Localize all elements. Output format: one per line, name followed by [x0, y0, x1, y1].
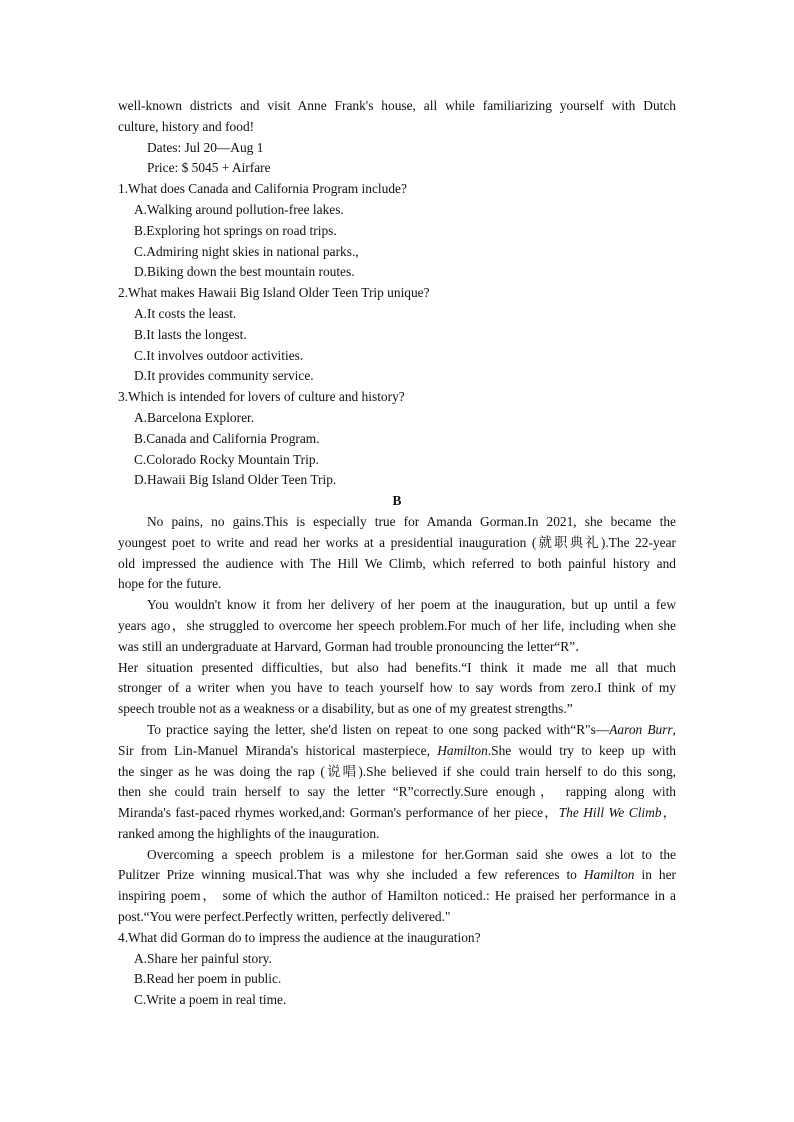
paragraph-line: then she could train herself to say the letter “R”correctly.Sure enough， rapping along with [118, 784, 676, 800]
passage-a-line: culture, history and food! [118, 118, 255, 134]
paragraph-line: stronger of a writer when you have to teach yourself how to say words from zero.I think of my [118, 680, 676, 696]
paragraph-line: hope for the future. [118, 576, 222, 592]
paragraph-line [118, 803, 676, 824]
question-stem: 2.What makes Hawaii Big Island Older Teen Trip unique? [118, 285, 430, 301]
paragraph-line: Overcoming a speech problem is a milestone for her.Gorman said she owes a lot to the [147, 846, 676, 862]
paragraph-line: speech trouble not as a weakness or a disability, but as one of my greatest strengths.” [118, 701, 573, 717]
question-option: A.It costs the least. [134, 305, 237, 321]
question-stem: 4.What did Gorman do to impress the audience at the inauguration? [118, 929, 481, 945]
question-stem: 3.Which is intended for lovers of culture and history? [118, 389, 405, 405]
question-option: D.It provides community service. [134, 368, 314, 384]
question-option: D.Biking down the best mountain routes. [134, 264, 355, 280]
text-run: To practice saying the letter, she'd listen on repeat to one song packed with“R"s— [147, 721, 610, 737]
question-option: C.Colorado Rocky Mountain Trip. [134, 451, 319, 467]
paragraph-line: You wouldn't know it from her delivery of her poem at the inauguration, but up until a few [147, 597, 676, 613]
passage-a-line: well-known districts and visit Anne Frank's house, all while familiarizing yourself with Dutch [118, 98, 676, 113]
question-option: B.Canada and California Program. [134, 430, 320, 446]
question-option: B.It lasts the longest. [134, 326, 247, 342]
question-option: C.Write a poem in real time. [134, 992, 287, 1008]
paragraph-line [118, 720, 676, 741]
question-option: C.Admiring night skies in national parks., [134, 243, 359, 259]
paragraph-line: inspiring poem， some of which the author of Hamilton noticed.: He praised her performance in a [118, 888, 676, 904]
text-run: .She would try to keep up with [487, 742, 676, 758]
paragraph-line [118, 865, 676, 886]
question-option: A.Share her painful story. [134, 950, 272, 966]
musical-title: Hamilton [583, 867, 635, 883]
section-heading: B [392, 493, 402, 509]
paragraph-line: old impressed the audience with The Hill We Climb, which referred to both painful history and [118, 555, 676, 571]
question-option: A.Walking around pollution-free lakes. [134, 201, 344, 217]
text-run: ， [661, 805, 676, 821]
question-option: C.It involves outdoor activities. [134, 347, 304, 363]
paragraph-line: youngest poet to write and read her works at a presidential inauguration (就职典礼).The 22-year [118, 534, 676, 550]
question-option: A.Barcelona Explorer. [134, 409, 255, 425]
question-option: B.Read her poem in public. [134, 971, 282, 987]
text-run: Miranda's fast-paced rhymes worked,and: Gorman's performance of her piece， [118, 805, 559, 821]
question-option: B.Exploring hot springs on road trips. [134, 222, 337, 238]
question-stem: 1.What does Canada and California Program include? [118, 181, 407, 197]
paragraph-line: ranked among the highlights of the inauguration. [118, 825, 380, 841]
musical-title: Hamilton [437, 742, 488, 758]
paragraph-line: was still an undergraduate at Harvard, Gorman had trouble pronouncing the letter“R”． [118, 638, 589, 654]
text-run: Sir from Lin-Manuel Miranda's historical masterpiece, [118, 742, 438, 758]
paragraph-line: No pains, no gains.This is especially true for Amanda Gorman.In 2021, she became the [147, 513, 676, 529]
page-content [118, 96, 676, 1011]
paragraph-line: years ago，she struggled to overcome her speech problem.For much of her life, including when she [118, 617, 676, 633]
paragraph-line: Her situation presented difficulties, but also had benefits.“I think it made me all that much [118, 659, 676, 675]
paragraph-line: post.“You were perfect.Perfectly written, perfectly delivered." [118, 909, 451, 925]
text-run: in her [634, 867, 676, 883]
paragraph-line [118, 741, 676, 762]
text-run: , [672, 721, 677, 737]
paragraph-line: the singer as he was doing the rap (说唱).She believed if she could train herself to do this song, [118, 763, 676, 779]
text-run: Pulitzer Prize winning musical.That was why she included a few references to [118, 867, 584, 883]
question-option: D.Hawaii Big Island Older Teen Trip. [134, 472, 337, 488]
trip-price: Price: $ 5045 + Airfare [147, 160, 271, 176]
song-title: Aaron Burr [609, 721, 673, 737]
trip-dates: Dates: Jul 20—Aug 1 [147, 139, 264, 155]
poem-title: The Hill We Climb [558, 805, 662, 821]
